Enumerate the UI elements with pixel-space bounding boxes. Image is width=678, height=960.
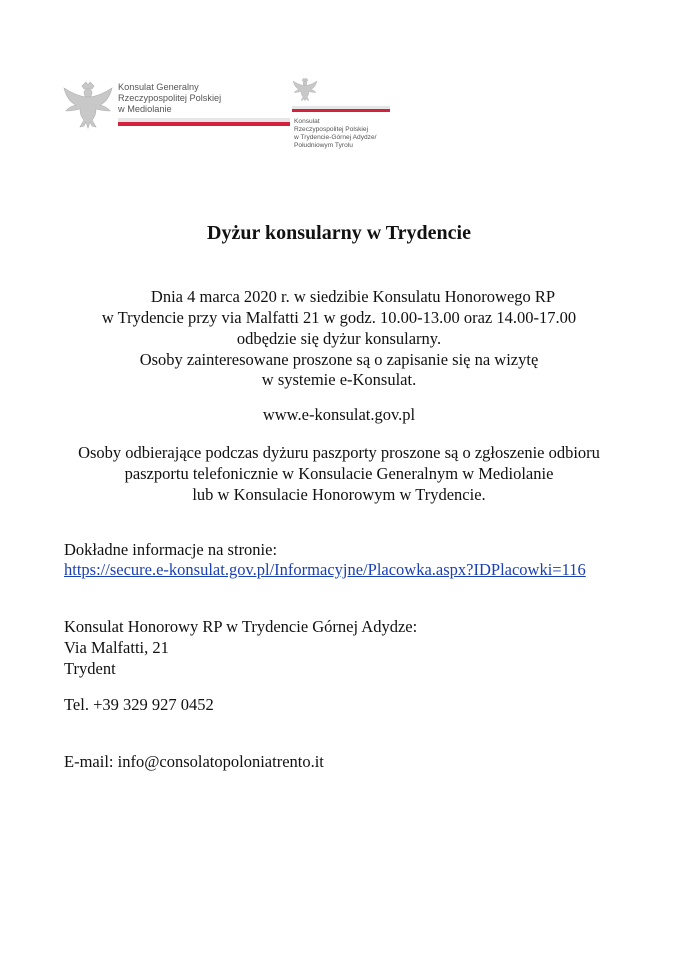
paragraph-line: w systemie e-Konsulat. bbox=[261, 370, 417, 389]
polish-eagle-icon bbox=[62, 80, 114, 132]
paragraph-line: Osoby odbierające podczas dyżuru paszporty proszone są o zgłoszenie odbioru bbox=[78, 443, 600, 462]
info-label: Dokładne informacje na stronie: bbox=[64, 540, 278, 559]
polish-eagle-icon bbox=[292, 76, 318, 104]
address-line: Via Malfatti, 21 bbox=[64, 638, 169, 657]
paragraph-line: Dnia 4 marca 2020 r. w siedzibie Konsulatu Honorowego RP bbox=[150, 287, 556, 306]
honorary-consulate-name bbox=[294, 118, 376, 150]
address-line: Trydent bbox=[64, 659, 116, 678]
paragraph-line: lub w Konsulacie Honorowym w Trydencie. bbox=[192, 485, 486, 504]
paragraph-line: odbędzie się dyżur konsularny. bbox=[236, 329, 442, 348]
address-line: Konsulat Honorowy RP w Trydencie Górnej Adydze: bbox=[64, 617, 418, 636]
flag-stripe-red bbox=[292, 109, 390, 112]
consulate-general-logo bbox=[62, 80, 242, 140]
document-title: Dyżur konsularny w Trydencie bbox=[207, 222, 471, 244]
phone-text: Tel. +39 329 927 0452 bbox=[64, 695, 214, 714]
paragraph-line: Osoby zainteresowane proszone są o zapisanie się na wizytę bbox=[139, 350, 539, 369]
logo-text-line: Konsulat bbox=[294, 118, 320, 125]
placowka-info-link[interactable]: https://secure.e-konsulat.gov.pl/Informacyjne/Placowka.aspx?IDPlacowki=116 bbox=[64, 560, 586, 579]
paragraph-line: paszportu telefonicznie w Konsulacie Generalnym w Mediolanie bbox=[124, 464, 554, 483]
consulate-general-name bbox=[118, 82, 221, 115]
website-text: www.e-konsulat.gov.pl bbox=[262, 405, 416, 424]
logo-text-line: Rzeczypospolitej Polskiej bbox=[294, 126, 369, 133]
paragraph-line: w Trydencie przy via Malfatti 21 w godz. 10.00-13.00 oraz 14.00-17.00 bbox=[101, 308, 577, 327]
logo-text-line: Konsulat Generalny bbox=[118, 82, 199, 92]
honorary-consulate-logo bbox=[292, 76, 412, 160]
logo-text-line: w Trydencie-Górnej Adydze/ bbox=[294, 134, 377, 141]
email-text: E-mail: info@consolatopoloniatrento.it bbox=[64, 752, 324, 771]
logo-text-line: Rzeczypospolitej Polskiej bbox=[118, 93, 222, 103]
logo-text-line: Południowym Tyrolu bbox=[294, 142, 353, 149]
flag-stripe-red bbox=[118, 122, 290, 126]
logo-text-line: w Mediolanie bbox=[118, 104, 172, 114]
